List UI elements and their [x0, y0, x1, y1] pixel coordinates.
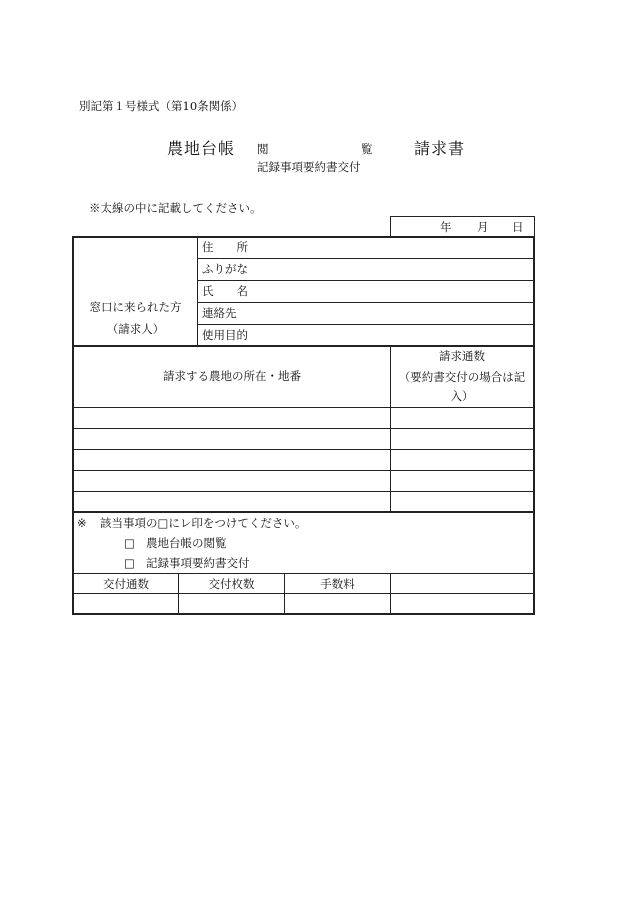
furigana-field[interactable] — [260, 260, 532, 278]
furigana-label: ふりがな — [202, 262, 248, 276]
view-option-label: 農地台帳の閲覧 — [146, 536, 227, 550]
farmland-count-cell[interactable] — [391, 429, 533, 449]
title-option-view-right: 覧 — [361, 142, 373, 156]
issuance-extra-value[interactable] — [391, 594, 533, 613]
issued-copies-value[interactable] — [74, 594, 178, 613]
farmland-location-header: 請求する農地の所在・地番 — [163, 369, 301, 383]
name-field[interactable] — [260, 282, 532, 300]
requester-label-sub: （請求人） — [106, 322, 165, 336]
farmland-count-cell[interactable] — [391, 492, 533, 511]
farmland-location-cell[interactable] — [74, 408, 390, 428]
name-label: 氏 名 — [202, 284, 248, 298]
issued-sheets-header: 交付枚数 — [208, 577, 255, 591]
title-main: 農地台帳 — [167, 139, 236, 158]
view-checkbox[interactable]: □ — [124, 536, 135, 550]
summary-option-label: 記録事項要約書交付 — [146, 556, 250, 570]
purpose-label: 使用目的 — [202, 328, 248, 342]
contact-label: 連絡先 — [202, 306, 237, 320]
request-count-header-note-end: 入） — [450, 389, 474, 403]
title-option-view-left: 閲 — [257, 142, 269, 156]
date-day-label: 日 — [512, 220, 524, 234]
contact-field[interactable] — [260, 304, 532, 322]
farmland-count-cell[interactable] — [391, 450, 533, 470]
title-suffix: 請求書 — [414, 139, 466, 158]
farmland-count-cell[interactable] — [391, 408, 533, 428]
request-count-header-note: （要約書交付の場合は記 — [398, 370, 526, 384]
check-instruction: 該当事項の□にレ印をつけてください。 — [100, 516, 307, 530]
date-month-label: 月 — [477, 220, 489, 234]
request-count-header: 請求通数 — [439, 349, 485, 363]
purpose-field[interactable] — [260, 326, 532, 344]
farmland-location-cell[interactable] — [74, 471, 390, 491]
note-mark: ※ — [77, 516, 87, 530]
form-number: 別記第１号様式（第10条関係） — [79, 99, 244, 113]
summary-checkbox[interactable]: □ — [124, 556, 135, 570]
farmland-location-cell[interactable] — [74, 492, 390, 511]
fee-header: 手数料 — [320, 577, 355, 591]
farmland-location-cell[interactable] — [74, 429, 390, 449]
date-year-label: 年 — [440, 220, 452, 234]
instruction-text: ※太線の中に記載してください。 — [89, 201, 262, 215]
requester-label: 窓口に来られた方 — [89, 300, 182, 314]
farmland-count-cell[interactable] — [391, 471, 533, 491]
farmland-location-cell[interactable] — [74, 450, 390, 470]
fee-value[interactable] — [285, 594, 390, 613]
issued-copies-header: 交付通数 — [103, 577, 149, 591]
address-label: 住 所 — [202, 240, 248, 254]
title-option-summary: 記録事項要約書交付 — [257, 160, 361, 174]
address-field[interactable] — [260, 239, 532, 257]
issued-sheets-value[interactable] — [179, 594, 284, 613]
